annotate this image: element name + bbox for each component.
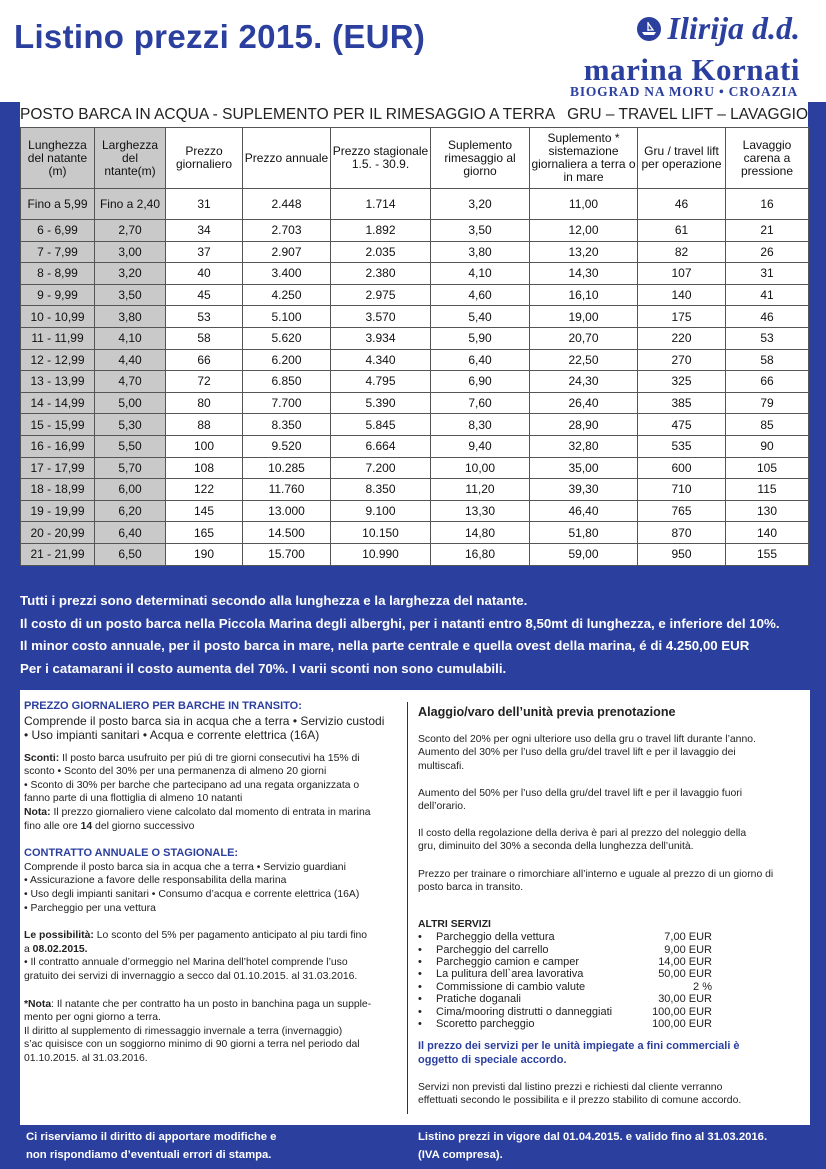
table-cell: 58 [726,349,809,371]
table-cell: 7.200 [331,457,431,479]
table-cell: 15 - 15,99 [21,414,95,436]
closing-line: Servizi non previsti dal listino prezzi e richiesti dal cliente verranno [418,1081,723,1093]
brand-marina: marina Kornati [583,52,800,87]
sconti-label: Sconti: [24,752,60,764]
possibilita-line: • Il contratto annuale d’ormeggio nel Marina dell’hotel comprende l’uso [24,957,348,969]
table-cell: 115 [726,479,809,501]
table-cell: 5.620 [243,327,331,349]
table-cell: 7 - 7,99 [21,241,95,263]
table-cell: 46,40 [530,500,638,522]
service-item [418,1018,804,1030]
table-cell: 5.845 [331,414,431,436]
sconti-line: Sconti: Il posto barca usufruito per piú di tre giorni consecutivi ha 15% di [24,752,360,764]
closing-line: effettuati secondo le possibilita e il prezzo stabilito di comune accordo. [418,1095,742,1107]
table-row [21,414,809,436]
table-cell: 13.000 [243,500,331,522]
table-cell: 61 [638,220,726,242]
table-row [21,457,809,479]
service-label: Pratiche doganali [436,993,522,1006]
table-cell: 35,00 [530,457,638,479]
bullet-icon: • [418,943,422,956]
table-cell: 145 [166,500,243,522]
table-cell: 3,00 [95,241,166,263]
footer-right-line: Listino prezzi in vigore dal 01.04.2015. e valido fino al 31.03.2016. [418,1131,768,1143]
table-cell: 46 [726,306,809,328]
possibilita-line: gratuito dei servizi di invernaggio a secco dal 01.10.2015. al 31.03.2016. [24,970,358,982]
service-price: 30,00 EUR [658,993,712,1006]
table-cell: 6,00 [95,479,166,501]
service-price: 100,00 EUR [652,1018,712,1031]
table-cell: 9,40 [431,435,530,457]
table-cell: 3.934 [331,327,431,349]
table-cell: 2.380 [331,263,431,285]
alaggio-line: Prezzo per trainare o rimorchiare all’interno e uguale al prezzo di un giorno di [418,868,774,880]
table-cell: 5.390 [331,392,431,414]
table-cell: 16 [726,189,809,220]
possibilita-label: Le possibilità: [24,930,94,942]
table-cell: 8 - 8,99 [21,263,95,285]
nota-label: Nota: [24,806,51,818]
transit-line: • Uso impianti sanitari • Acqua e corrente elettrica (16A) [24,727,320,742]
table-cell: 14 - 14,99 [21,392,95,414]
nota2-line: Il diritto al supplemento di rimessaggio invernale a terra (invernaggio) [24,1025,343,1037]
table-cell: 7,60 [431,392,530,414]
table-row [21,306,809,328]
table-cell: 12,00 [530,220,638,242]
table-cell: 26,40 [530,392,638,414]
column-divider [407,702,408,1114]
table-cell: 17 - 17,99 [21,457,95,479]
table-cell: 10.990 [331,543,431,565]
table-cell: 6.664 [331,435,431,457]
service-price: 14,00 EUR [658,956,712,969]
table-cell: 13,20 [530,241,638,263]
table-cell: 34 [166,220,243,242]
transit-line: Comprende il posto barca sia in acqua che a terra • Servizio custodi [24,713,385,728]
bullet-icon: • [418,968,422,981]
table-cell: 37 [166,241,243,263]
table-cell: 385 [638,392,726,414]
table-cell: 2.448 [243,189,331,220]
service-label: Parcheggio della vettura [436,931,555,944]
table-row [21,371,809,393]
service-item [418,956,804,968]
table-cell: 14.500 [243,522,331,544]
table-cell: 8.350 [243,414,331,436]
table-cell: 24,30 [530,371,638,393]
service-price: 2 % [693,980,712,993]
brand-top [636,10,800,47]
table-cell: 53 [726,327,809,349]
commercial-line: oggetto di speciale accordo. [418,1053,567,1066]
table-cell: 8.350 [331,479,431,501]
table-row [21,522,809,544]
table-cell: 72 [166,371,243,393]
services-list [418,931,804,1030]
table-cell: 2.907 [243,241,331,263]
column-header: Prezzo giornaliero [166,128,243,189]
table-cell: 16,10 [530,284,638,306]
table-cell: 4,70 [95,371,166,393]
table-cell: 710 [638,479,726,501]
table-row [21,435,809,457]
service-label: Parcheggio del carrello [436,943,549,956]
table-cell: 10.150 [331,522,431,544]
table-cell: 6.850 [243,371,331,393]
table-cell: 5,00 [95,392,166,414]
right-column [418,706,804,1107]
table-cell: 140 [638,284,726,306]
table-cell: 90 [726,435,809,457]
table-cell: 6.200 [243,349,331,371]
table-cell: 3,50 [431,220,530,242]
table-row [21,500,809,522]
table-cell: 6,20 [95,500,166,522]
table-cell: 19,00 [530,306,638,328]
table-cell: 4,40 [95,349,166,371]
table-cell: 31 [726,263,809,285]
service-item [418,1006,804,1018]
table-cell: 5,40 [431,306,530,328]
table-cell: 175 [638,306,726,328]
table-cell: 5,90 [431,327,530,349]
table-row [21,241,809,263]
table-cell: 5.100 [243,306,331,328]
table-cell: 3,80 [95,306,166,328]
table-cell: 765 [638,500,726,522]
column-header: Prezzo stagionale 1.5. - 30.9. [331,128,431,189]
table-cell: 66 [166,349,243,371]
table-cell: 4.250 [243,284,331,306]
table-cell: 950 [638,543,726,565]
table-cell: 535 [638,435,726,457]
table-cell: 6,90 [431,371,530,393]
table-cell: 6,50 [95,543,166,565]
bullet-icon: • [418,980,422,993]
table-cell: 2,70 [95,220,166,242]
alaggio-line: Sconto del 20% per ogni ulteriore uso della gru o travel lift durante l’anno. [418,734,756,746]
service-item [418,944,804,956]
table-cell: 39,30 [530,479,638,501]
price-table-panel [20,102,808,566]
nota-line: Nota: Il prezzo giornaliero viene calcolato dal momento di entrata in marina [24,806,371,818]
table-cell: 4,60 [431,284,530,306]
table-cell: 7.700 [243,392,331,414]
footer-left-line: Ci riserviamo il diritto di apportare modifiche e [26,1131,277,1143]
table-cell: 4,10 [431,263,530,285]
column-header: Suplemento rimesaggio al giorno [431,128,530,189]
table-row [21,392,809,414]
nota2-label: *Nota [24,998,52,1010]
service-price: 7,00 EUR [664,931,712,944]
table-cell: 85 [726,414,809,436]
table-cell: 18 - 18,99 [21,479,95,501]
table-cell: Fino a 2,40 [95,189,166,220]
table-cell: 46 [638,189,726,220]
commercial-line: Il prezzo dei servizi per le unità impiegate a fini commerciali è [418,1040,740,1053]
brand-place: BIOGRAD NA MORU • CROAZIA [570,84,798,99]
table-cell: 9 - 9,99 [21,284,95,306]
service-label: Parcheggio camion e camper [436,956,580,969]
table-cell: 22,50 [530,349,638,371]
table-cell: 53 [166,306,243,328]
service-item [418,993,804,1005]
table-cell: 13,30 [431,500,530,522]
table-cell: 13 - 13,99 [21,371,95,393]
table-cell: 45 [166,284,243,306]
table-cell: 16 - 16,99 [21,435,95,457]
table-cell: 155 [726,543,809,565]
table-cell: 26 [726,241,809,263]
table-cell: 32,80 [530,435,638,457]
bullet-icon: • [418,993,422,1006]
table-cell: 19 - 19,99 [21,500,95,522]
page-title: Listino prezzi 2015. (EUR) [14,18,426,55]
table-cell: 130 [726,500,809,522]
table-cell: 4.340 [331,349,431,371]
alaggio-title: Alaggio/varo dell’unità previa prenotazione [418,705,676,719]
table-cell: 8,30 [431,414,530,436]
table-cell: 4,10 [95,327,166,349]
contract-line: • Assicurazione a favore delle responsabilita della marina [24,875,287,887]
table-cell: 31 [166,189,243,220]
table-cell: 1.714 [331,189,431,220]
table-cell: 3,80 [431,241,530,263]
table-cell: 6,40 [95,522,166,544]
table-cell: 3,50 [95,284,166,306]
price-table [20,127,809,566]
table-cell: 2.035 [331,241,431,263]
column-header: Gru / travel lift per operazione [638,128,726,189]
table-cell: 20,70 [530,327,638,349]
service-item [418,968,804,980]
table-cell: 21 - 21,99 [21,543,95,565]
alaggio-line: Aumento del 50% per l’uso della gru/del travel lift e per il lavaggio fuori [418,787,743,799]
service-price: 100,00 EUR [652,1005,712,1018]
table-cell: 79 [726,392,809,414]
bullet-icon: • [418,1018,422,1031]
alaggio-line: Aumento del 30% per l’uso della gru/del travel lift e per il lavaggio dei [418,747,736,759]
table-cell: 165 [166,522,243,544]
service-item [418,931,804,943]
page-footer [0,1128,826,1169]
table-body [21,189,809,566]
column-header: Prezzo annuale [243,128,331,189]
table-cell: 270 [638,349,726,371]
table-cell: 100 [166,435,243,457]
table-cell: 107 [638,263,726,285]
table-cell: 11,20 [431,479,530,501]
table-row [21,327,809,349]
table-cell: 10 - 10,99 [21,306,95,328]
alaggio-line: Il costo della regolazione della deriva è pari al prezzo del noleggio della [418,828,747,840]
service-label: Cima/mooring distrutti o danneggiati [436,1005,613,1018]
note-line: Per i catamarani il costo aumenta del 70%. I varii sconti non sono cumulabili. [20,660,507,676]
table-cell: 475 [638,414,726,436]
table-cell: 10,00 [431,457,530,479]
page-header [0,0,826,102]
nota-line: fino alle ore 14 del giorno successivo [24,820,195,832]
services-title: ALTRI SERVIZI [418,919,491,931]
possibilita-line: Le possibilità: Lo sconto del 5% per pagamento anticipato al piu tardi fino [24,930,368,942]
table-cell: 11 - 11,99 [21,327,95,349]
bullet-icon: • [418,931,422,944]
bullet-icon: • [418,1005,422,1018]
table-cell: 80 [166,392,243,414]
brand-block [500,8,800,100]
table-cell: 11.760 [243,479,331,501]
note-line: Il minor costo annuale, per il posto barca in mare, nella parte centrale e quella ovest della marina, é di 4.250,00 EUR [20,638,750,653]
table-cell: 2.975 [331,284,431,306]
column-header: Lunghezza del natante (m) [21,128,95,189]
table-cell: 190 [166,543,243,565]
table-cell: 11,00 [530,189,638,220]
sconti-line: sconto • Sconto del 30% per una permanenza di almeno 20 giorni [24,766,327,778]
bullet-icon: • [418,956,422,969]
table-cell: 16,80 [431,543,530,565]
table-cell: 3,20 [431,189,530,220]
table-cell: 59,00 [530,543,638,565]
table-cell: 6 - 6,99 [21,220,95,242]
table-cell: 5,50 [95,435,166,457]
table-row [21,220,809,242]
note-line: Il costo di un posto barca nella Piccola Marina degli alberghi, per i natanti entro 8,50mt di lunghezza, e inferiore del 10%. [20,615,780,631]
service-price: 50,00 EUR [658,968,712,981]
table-cell: 6,40 [431,349,530,371]
table-cell: 600 [638,457,726,479]
table-cell: 40 [166,263,243,285]
table-row [21,543,809,565]
nota2-line: *Nota: Il natante che per contratto ha un posto in banchina paga un supple- [24,998,372,1010]
left-column [24,700,394,1065]
nota2-line: 01.10.2015. al 31.03.2016. [24,1052,148,1064]
brand-name: Ilirija d.d. [667,10,800,46]
table-cell: 105 [726,457,809,479]
table-cell: 9.100 [331,500,431,522]
footer-right [418,1128,767,1164]
table-cell: 3,20 [95,263,166,285]
contract-line: • Uso degli impianti sanitari • Consumo d’acqua e corrente elettrica (16A) [24,888,360,900]
table-heading-right: GRU – TRAVEL LIFT – LAVAGGIO [567,106,808,123]
sconti-line: fanno parte di una flottiglia di almeno 10 natanti [24,793,243,805]
alaggio-line: dell’orario. [418,801,466,813]
table-cell: 51,80 [530,522,638,544]
table-cell: 325 [638,371,726,393]
notes-block [20,590,810,680]
table-row [21,479,809,501]
service-price: 9,00 EUR [664,943,712,956]
table-row [21,284,809,306]
table-cell: 14,80 [431,522,530,544]
table-cell: 3.570 [331,306,431,328]
table-heading [20,106,808,126]
contract-title: CONTRATTO ANNUALE O STAGIONALE: [24,847,239,860]
column-header: Lavaggio carena a pressione [726,128,809,189]
sconti-line: • Sconto di 30% per barche che partecipano ad una regata organizzata o [24,779,360,791]
table-cell: 58 [166,327,243,349]
alaggio-line: multiscafi. [418,760,465,772]
table-cell: 1.892 [331,220,431,242]
footer-left-line: non rispondiamo d’eventuali errori di stampa. [26,1149,272,1161]
table-cell: 12 - 12,99 [21,349,95,371]
table-cell: 28,90 [530,414,638,436]
table-cell: 82 [638,241,726,263]
table-heading-left: POSTO BARCA IN ACQUA - SUPLEMENTO PER IL RIMESAGGIO A TERRA [20,106,556,123]
table-cell: Fino a 5,99 [21,189,95,220]
table-cell: 66 [726,371,809,393]
contract-line: Comprende il posto barca sia in acqua che a terra • Servizio guardiani [24,861,346,873]
table-cell: 4.795 [331,371,431,393]
column-header: Larghezza del ntante(m) [95,128,166,189]
table-cell: 2.703 [243,220,331,242]
footer-right-line: (IVA compresa). [418,1149,503,1161]
info-panel [20,690,810,1125]
alaggio-line: gru, diminuito del 30% a seconda della lunghezza dell’unità. [418,841,694,853]
table-cell: 220 [638,327,726,349]
table-row [21,263,809,285]
nota2-line: mento per ogni giorno a terra. [24,1012,161,1024]
table-cell: 140 [726,522,809,544]
footer-left [26,1128,276,1164]
table-cell: 870 [638,522,726,544]
alaggio-line: posto barca in transito. [418,881,524,893]
table-cell: 5,30 [95,414,166,436]
table-cell: 10.285 [243,457,331,479]
transit-title: PREZZO GIORNALIERO PER BARCHE IN TRANSITO: [24,700,302,712]
nota2-line: s’ac quisisce con un soggiorno minimo di 90 giorni a terra nel periodo dal [24,1039,360,1051]
table-cell: 21 [726,220,809,242]
service-label: Scoretto parcheggio [436,1018,535,1031]
service-label: Commissione di cambio valute [436,980,586,993]
column-header: Suplemento * sistemazione giornaliera a terra o in mare [530,128,638,189]
table-cell: 88 [166,414,243,436]
table-cell: 3.400 [243,263,331,285]
table-cell: 14,30 [530,263,638,285]
table-cell: 15.700 [243,543,331,565]
service-item [418,981,804,993]
table-cell: 20 - 20,99 [21,522,95,544]
possibilita-line: a 08.02.2015. [24,943,88,955]
table-row [21,349,809,371]
table-cell: 122 [166,479,243,501]
table-header-row [21,128,809,189]
note-line: Tutti i prezzi sono determinati secondo alla lunghezza e la larghezza del natante. [20,593,528,608]
table-cell: 5,70 [95,457,166,479]
ship-emblem-icon [636,16,662,42]
table-cell: 41 [726,284,809,306]
table-row [21,189,809,220]
service-label: La pulitura dell`area lavorativa [436,968,584,981]
table-cell: 9.520 [243,435,331,457]
contract-line: • Parcheggio per una vettura [24,902,156,914]
table-cell: 108 [166,457,243,479]
